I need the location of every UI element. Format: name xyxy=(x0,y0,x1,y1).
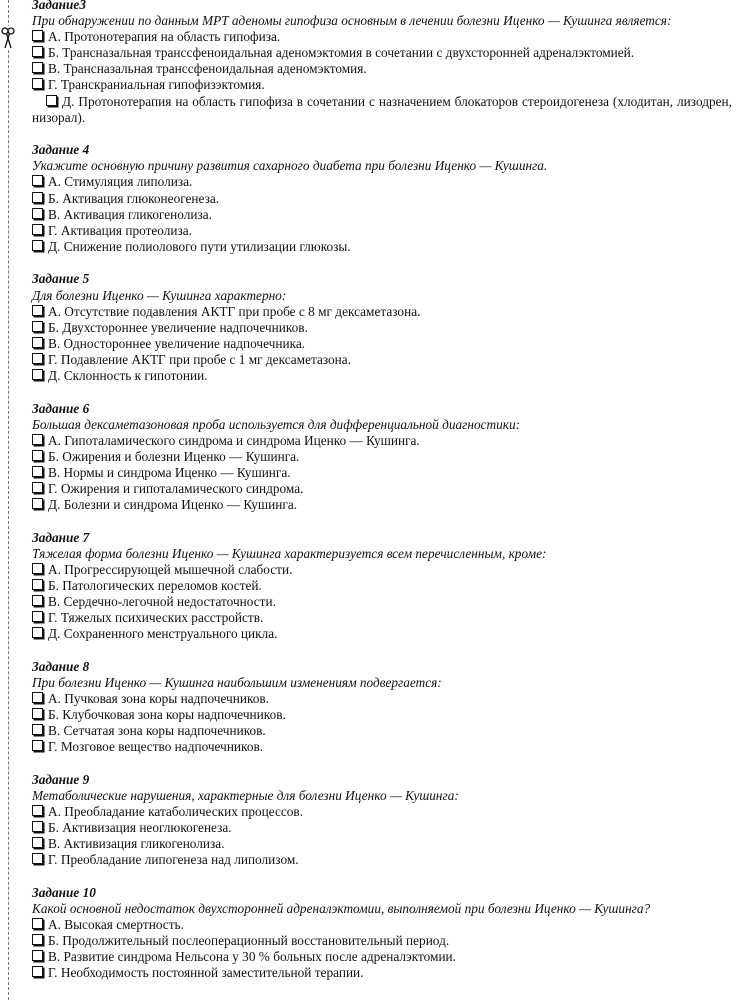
answer-option-label: Б. Продолжительный послеоперационный восстановительный период. xyxy=(48,933,450,949)
answer-option xyxy=(32,578,732,594)
task-title: Задание 4 xyxy=(32,142,90,158)
checkbox-icon[interactable] xyxy=(32,563,43,574)
checkbox-icon[interactable] xyxy=(32,918,43,929)
checkbox-icon[interactable] xyxy=(32,450,43,461)
answer-option xyxy=(32,239,732,255)
answer-option xyxy=(32,61,732,77)
checkbox-icon[interactable] xyxy=(32,837,43,848)
answer-option xyxy=(32,433,732,449)
answer-option-label: Б. Патологических переломов костей. xyxy=(48,578,262,593)
task-title: Задание3 xyxy=(32,0,86,12)
answer-option xyxy=(32,368,732,384)
answer-option-label: Б. Трансназальная транссфеноидальная аденомэктомия в сочетании с двухсторонней адреналэктомией. xyxy=(48,45,635,61)
checkbox-icon[interactable] xyxy=(32,627,43,638)
answer-option-label: В. Трансназальная транссфеноидальная аденомэктомия. xyxy=(48,61,367,77)
task-block xyxy=(32,271,732,384)
task-question: Какой основной недостаток двухсторонней адреналэктомии, выполняемой при болезни Иценко — Кушинга? xyxy=(32,901,651,917)
checkbox-icon[interactable] xyxy=(32,305,43,316)
scissors-icon xyxy=(0,26,16,50)
checkbox-icon[interactable] xyxy=(32,208,43,219)
answer-option xyxy=(32,29,732,45)
answer-option xyxy=(32,481,732,497)
answer-option-label: А. Пучковая зона коры надпочечников. xyxy=(48,691,269,707)
task-title: Задание 7 xyxy=(32,529,90,545)
answer-option xyxy=(32,223,732,239)
task-block xyxy=(32,401,732,514)
answer-option-label: В. Одностороннее увеличение надпочечника. xyxy=(48,335,306,351)
answer-option xyxy=(32,965,732,981)
answer-option xyxy=(32,465,732,481)
answer-option-label: А. Преобладание катаболических процессов. xyxy=(48,804,304,820)
task-title: Задание 5 xyxy=(32,271,90,287)
answer-option xyxy=(32,77,732,93)
answer-option-label: Г. Транскраниальная гипофизэктомия. xyxy=(48,77,265,93)
answer-option-label: А. Гипоталамического синдрома и синдрома Иценко — Кушинга. xyxy=(48,432,420,448)
answer-option xyxy=(32,852,732,868)
checkbox-icon[interactable] xyxy=(32,805,43,816)
answer-option-label: В. Сетчатая зона коры надпочечников. xyxy=(48,723,266,739)
answer-option xyxy=(32,723,732,739)
answer-option xyxy=(32,707,732,723)
answer-option xyxy=(32,174,732,190)
checkbox-icon[interactable] xyxy=(32,192,43,203)
task-title: Задание 10 xyxy=(32,885,96,900)
checkbox-icon[interactable] xyxy=(32,62,43,73)
checkbox-icon[interactable] xyxy=(32,46,43,57)
checkbox-icon[interactable] xyxy=(32,966,43,977)
task-question: При обнаружении по данным МРТ аденомы гипофиза основным в лечении болезни Иценко — Кушинга является: xyxy=(32,13,672,29)
answer-option-label: В. Активация гликогенолиза. xyxy=(48,206,212,222)
answer-option-label: А. Стимуляция липолиза. xyxy=(48,174,193,190)
answer-option xyxy=(32,804,732,820)
checkbox-icon[interactable] xyxy=(32,579,43,590)
checkbox-icon[interactable] xyxy=(32,353,43,364)
answer-option-label: Б. Активизация неоглюкогенеза. xyxy=(48,820,232,836)
task-question: Укажите основную причину развития сахарного диабета при болезни Иценко — Кушинга. xyxy=(32,158,548,174)
answer-option-label: Г. Активация протеолиза. xyxy=(48,222,192,238)
answer-option-label: Г. Ожирения и гипоталамического синдрома. xyxy=(48,481,304,497)
answer-option xyxy=(32,497,732,513)
answer-option-label: Б. Клубочковая зона коры надпочечников. xyxy=(48,707,286,723)
checkbox-icon[interactable] xyxy=(32,240,43,251)
task-block xyxy=(32,142,732,255)
checkbox-icon[interactable] xyxy=(32,175,43,186)
checkbox-icon[interactable] xyxy=(32,724,43,735)
checkbox-icon[interactable] xyxy=(32,740,43,751)
test-document xyxy=(32,0,732,998)
checkbox-icon[interactable] xyxy=(32,934,43,945)
checkbox-icon[interactable] xyxy=(46,95,57,106)
checkbox-icon[interactable] xyxy=(32,692,43,703)
checkbox-icon[interactable] xyxy=(32,482,43,493)
task-question: При болезни Иценко — Кушинга наибольшим изменениям подвергается: xyxy=(32,674,442,690)
checkbox-icon[interactable] xyxy=(32,853,43,864)
answer-option-label: Д. Склонность к гипотонии. xyxy=(48,367,208,383)
answer-option xyxy=(32,949,732,965)
answer-option xyxy=(32,820,732,836)
answer-option xyxy=(32,191,732,207)
task-title: Задание 6 xyxy=(32,400,90,416)
task-title: Задание 8 xyxy=(32,658,90,674)
answer-option xyxy=(32,562,732,578)
answer-option xyxy=(32,739,732,755)
answer-option xyxy=(32,449,732,465)
answer-option-label: Г. Необходимость постоянной заместительной терапии. xyxy=(48,965,364,981)
answer-option-label: Б. Двухстороннее увеличение надпочечников. xyxy=(48,319,308,335)
answer-option-label: А. Протонотерапия на область гипофиза. xyxy=(48,29,281,45)
checkbox-icon[interactable] xyxy=(32,950,43,961)
checkbox-icon[interactable] xyxy=(32,708,43,719)
task-block xyxy=(32,0,732,126)
task-question: Тяжелая форма болезни Иценко — Кушинга характеризуется всем перечисленным, кроме: xyxy=(32,545,547,561)
task-block xyxy=(32,530,732,643)
answer-option-label: А. Прогрессирующей мышечной слабости. xyxy=(48,561,293,577)
answer-option-label: А. Высокая смертность. xyxy=(48,917,184,933)
checkbox-icon[interactable] xyxy=(32,321,43,332)
answer-option-label: Д. Протонотерапия на область гипофиза в сочетании с назначением блокаторов стероидогенеза (хлодитан, лизодрен, низорал). xyxy=(32,93,732,125)
task-block xyxy=(32,659,732,756)
answer-option xyxy=(32,626,732,642)
answer-option xyxy=(32,320,732,336)
answer-option-label: Д. Болезни и синдрома Иценко — Кушинга. xyxy=(48,497,298,513)
checkbox-icon[interactable] xyxy=(32,498,43,509)
checkbox-icon[interactable] xyxy=(32,337,43,348)
answer-option-label: Г. Подавление АКТГ при пробе с 1 мг дексаметазона. xyxy=(48,351,352,367)
task-block xyxy=(32,772,732,869)
checkbox-icon[interactable] xyxy=(32,595,43,606)
answer-option-label: В. Сердечно-легочной недостаточности. xyxy=(48,594,276,610)
answer-option-label: В. Активизация гликогенолиза. xyxy=(48,836,225,852)
checkbox-icon[interactable] xyxy=(32,434,43,445)
answer-option xyxy=(32,933,732,949)
answer-option xyxy=(32,304,732,320)
answer-option xyxy=(32,336,732,352)
checkbox-icon[interactable] xyxy=(32,821,43,832)
task-question: Для болезни Иценко — Кушинга характерно: xyxy=(32,287,287,303)
answer-option-label: Г. Тяжелых психических расстройств. xyxy=(48,610,264,626)
checkbox-icon[interactable] xyxy=(32,30,43,41)
answer-option-label: В. Нормы и синдрома Иценко — Кушинга. xyxy=(48,464,291,480)
checkbox-icon[interactable] xyxy=(32,611,43,622)
answer-option xyxy=(32,691,732,707)
task-block xyxy=(32,885,732,982)
answer-option-label: А. Отсутствие подавления АКТГ при пробе с 8 мг дексаметазона. xyxy=(48,303,421,319)
checkbox-icon[interactable] xyxy=(32,466,43,477)
answer-option xyxy=(32,207,732,223)
answer-option xyxy=(32,94,732,126)
answer-option-label: Д. Снижение полиолового пути утилизации глюкозы. xyxy=(48,238,351,254)
answer-option xyxy=(32,352,732,368)
task-question: Метаболические нарушения, характерные для болезни Иценко — Кушинга: xyxy=(32,788,459,804)
cut-line xyxy=(8,0,9,1000)
answer-option xyxy=(32,610,732,626)
answer-option xyxy=(32,836,732,852)
answer-option-label: Г. Преобладание липогенеза над липолизом. xyxy=(48,852,299,868)
task-question: Большая дексаметазоновая проба используется для дифференциальной диагностики: xyxy=(32,416,521,432)
answer-option-label: В. Развитие синдрома Нельсона у 30 % больных после адреналэктомии. xyxy=(48,949,456,965)
answer-option-label: Б. Активация глюконеогенеза. xyxy=(48,190,220,206)
answer-option xyxy=(32,45,732,61)
task-title: Задание 9 xyxy=(32,771,90,787)
answer-option xyxy=(32,917,732,933)
checkbox-icon[interactable] xyxy=(32,78,43,89)
answer-option-label: Д. Сохраненного менструального цикла. xyxy=(48,626,278,642)
checkbox-icon[interactable] xyxy=(32,224,43,235)
answer-option xyxy=(32,594,732,610)
answer-option-label: Г. Мозговое вещество надпочечников. xyxy=(48,739,264,755)
checkbox-icon[interactable] xyxy=(32,369,43,380)
answer-option-label: Б. Ожирения и болезни Иценко — Кушинга. xyxy=(48,448,300,464)
